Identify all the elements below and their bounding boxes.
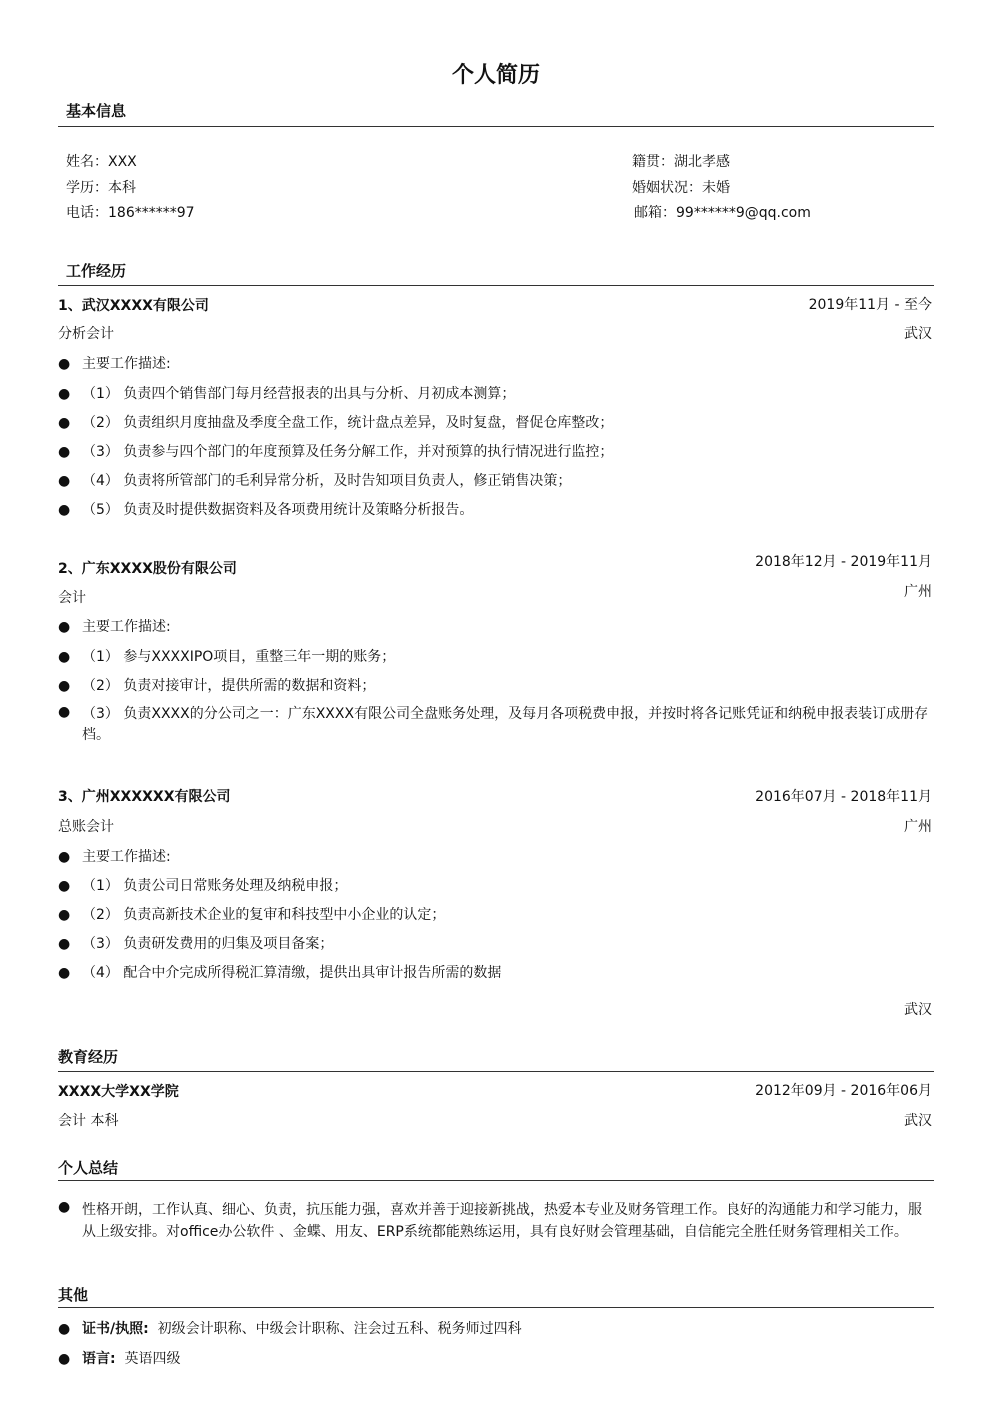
list-item: ● （1） 负责四个销售部门每月经营报表的出具与分析、月初成本测算；: [58, 386, 516, 402]
job-company: 1、武汉XXXX有限公司: [58, 298, 209, 314]
section-heading-education: 教育经历: [58, 1048, 119, 1066]
list-item: ● （2） 负责组织月度抽盘及季度全盘工作，统计盘点差异，及时复盘，督促仓库整改；: [58, 415, 614, 431]
education-field: 学历：本科: [66, 180, 136, 196]
job-city: 广州: [904, 584, 932, 600]
section-divider: [58, 285, 934, 286]
job-role: 总账会计: [58, 819, 114, 835]
section-heading-work: 工作经历: [66, 262, 127, 280]
list-item: ● （5） 负责及时提供数据资料及各项费用统计及策略分析报告。: [58, 502, 474, 518]
list-item: ● （1） 参与XXXXIPO项目，重整三年一期的账务；: [58, 649, 396, 665]
certificate-item: ● 证书/执照: 初级会计职称、中级会计职称、注会过五科、税务师过四科: [58, 1321, 522, 1337]
list-item: ● （1） 负责公司日常账务处理及纳税申报；: [58, 878, 348, 894]
phone-field: 电话：186******97: [66, 205, 195, 221]
list-item: ● （4） 负责将所管部门的毛利异常分析，及时告知项目负责人，修正销售决策；: [58, 473, 572, 489]
list-item: ● （3） 负责研发费用的归集及项目备案；: [58, 936, 334, 952]
summary-item: ● 性格开朗，工作认真、细心、负责，抗压能力强，喜欢并善于迎接新挑战，热爱本专业及财务管理工作。良好的沟通能力和学习能力，服从上级安排。对office办公软件 、金蝶、用友、ERP系统都能熟练运用，具有良好财会管理基础，自信能完全胜任财务管理相关工作。: [58, 1199, 922, 1240]
job-company: 3、广州XXXXXX有限公司: [58, 789, 231, 805]
email-field: 邮箱：99******9@qq.com: [634, 205, 811, 221]
job-role: 会计: [58, 590, 86, 606]
section-divider: [58, 126, 934, 127]
job-role: 分析会计: [58, 326, 114, 342]
job-company: 2、广东XXXX股份有限公司: [58, 561, 237, 577]
job-dates: 2018年12月 - 2019年11月: [755, 554, 932, 570]
job-city: 武汉: [904, 326, 932, 342]
section-divider: [58, 1180, 934, 1181]
marital-field: 婚姻状况：未婚: [632, 180, 730, 196]
origin-field: 籍贯：湖北孝感: [632, 154, 730, 170]
list-item: ● （3） 负责参与四个部门的年度预算及任务分解工作，并对预算的执行情况进行监控；: [58, 444, 614, 460]
list-item: ● 主要工作描述:: [58, 356, 171, 372]
job-city: 武汉: [904, 1002, 932, 1018]
list-item: ● 主要工作描述:: [58, 619, 171, 635]
job-city: 广州: [904, 819, 932, 835]
job-dates: 2016年07月 - 2018年11月: [755, 789, 932, 805]
section-divider: [58, 1071, 934, 1072]
section-heading-summary: 个人总结: [58, 1159, 119, 1177]
list-item: ● （2） 负责对接审计，提供所需的数据和资料；: [58, 678, 376, 694]
education-major: 会计 本科: [58, 1113, 119, 1129]
education-city: 武汉: [904, 1113, 932, 1129]
education-dates: 2012年09月 - 2016年06月: [755, 1083, 932, 1099]
language-item: ● 语言: 英语四级: [58, 1351, 181, 1367]
list-item: ● （2） 负责高新技术企业的复审和科技型中小企业的认定；: [58, 907, 446, 923]
resume-title: 个人简历: [451, 63, 540, 88]
name-field: 姓名：XXX: [66, 154, 137, 170]
list-item: ● （3） 负责XXXX的分公司之一：广东XXXX有限公司全盘账务处理，及每月各项税费申报，并按时将各记账凭证和纳税申报表装订成册存档。: [58, 704, 929, 743]
section-divider: [58, 1307, 934, 1308]
school-name: XXXX大学XX学院: [58, 1084, 179, 1100]
list-item: ● 主要工作描述:: [58, 849, 171, 865]
job-dates: 2019年11月 - 至今: [808, 297, 932, 313]
section-heading-basic: 基本信息: [66, 102, 127, 120]
list-item: ● （4） 配合中介完成所得税汇算清缴，提供出具审计报告所需的数据: [58, 965, 502, 981]
section-heading-other: 其他: [58, 1286, 89, 1304]
